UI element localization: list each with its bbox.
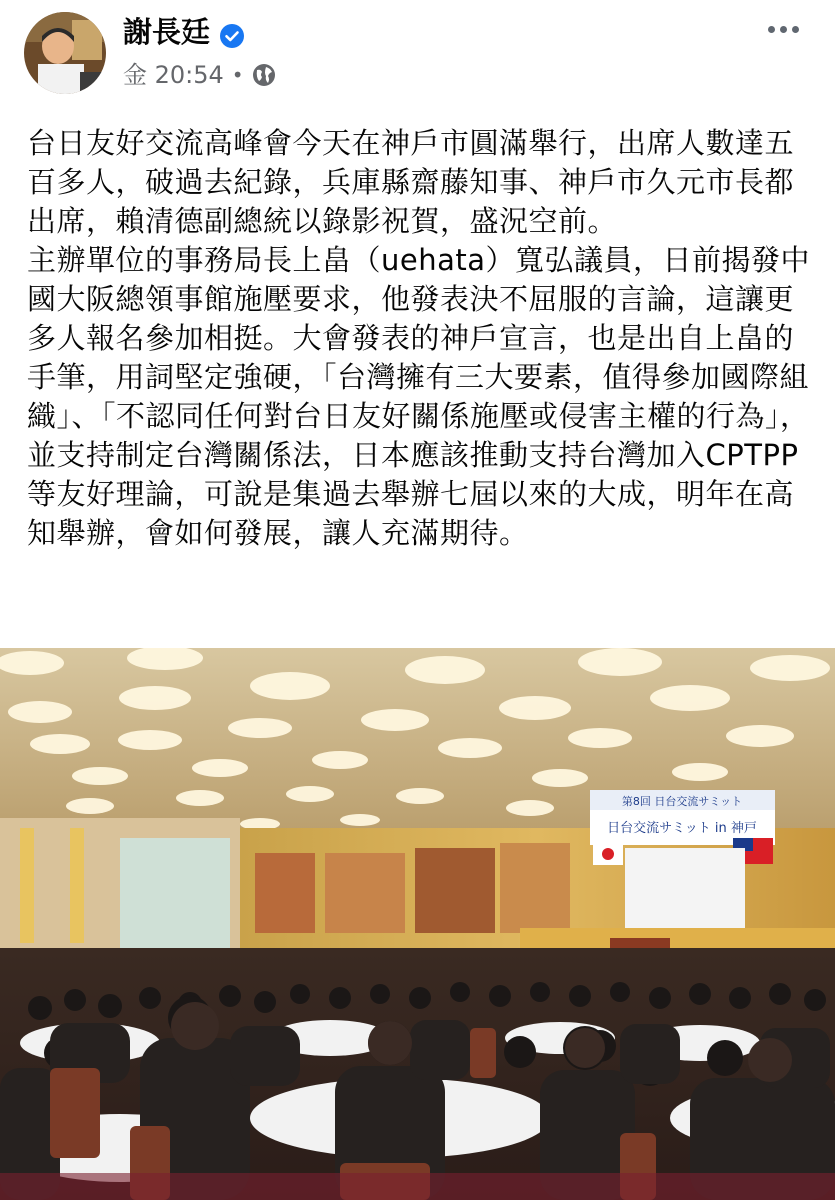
more-options-button[interactable] <box>761 14 805 44</box>
more-dot-icon <box>780 26 787 33</box>
post-meta <box>123 60 276 90</box>
author-name[interactable]: 謝長廷 <box>123 15 211 49</box>
post-timestamp[interactable]: 金 20:54 <box>123 61 224 89</box>
post-paragraph: 主辦單位的事務局長上畠（uehata）寬弘議員，日前揭發中國大阪總領事館施壓要求，他發表決不屈服的言論，這讓更多人報名參加相挺。大會發表的神戶宣言，也是出自上畠的手筆，用詞堅定強硬，「台灣擁有三大要素，值得參加國際組織」、「不認同任何對台日友好關係施壓或侵害主權的行為」，並支持制定台灣關係法，日本應該推動支持台灣加入CPTPP等友好理論，可說是集過去舉辦七屆以來的大成，明年在高知舉辦，會如何發展，讓人充滿期待。 <box>27 243 811 550</box>
banner-line1: 第8回 日台交流サミット <box>621 795 743 808</box>
author-avatar[interactable] <box>24 12 106 94</box>
post-paragraph: 台日友好交流高峰會今天在神戶市圓滿舉行，出席人數達五百多人，破過去紀錄，兵庫縣齋藤知事、神戶市久元市長都出席，賴清德副總統以錄影祝賀，盛況空前。 <box>27 126 795 238</box>
more-dot-icon <box>792 26 799 33</box>
author-name-row <box>123 14 244 50</box>
post-photo[interactable] <box>0 648 835 1200</box>
post-body <box>27 124 817 553</box>
meta-separator: • <box>231 63 244 87</box>
post-header <box>0 0 835 110</box>
globe-icon[interactable] <box>252 63 276 87</box>
more-dot-icon <box>768 26 775 33</box>
banner-line2: 日台交流サミット in 神戸 <box>607 821 757 836</box>
verified-badge-icon <box>220 20 244 44</box>
